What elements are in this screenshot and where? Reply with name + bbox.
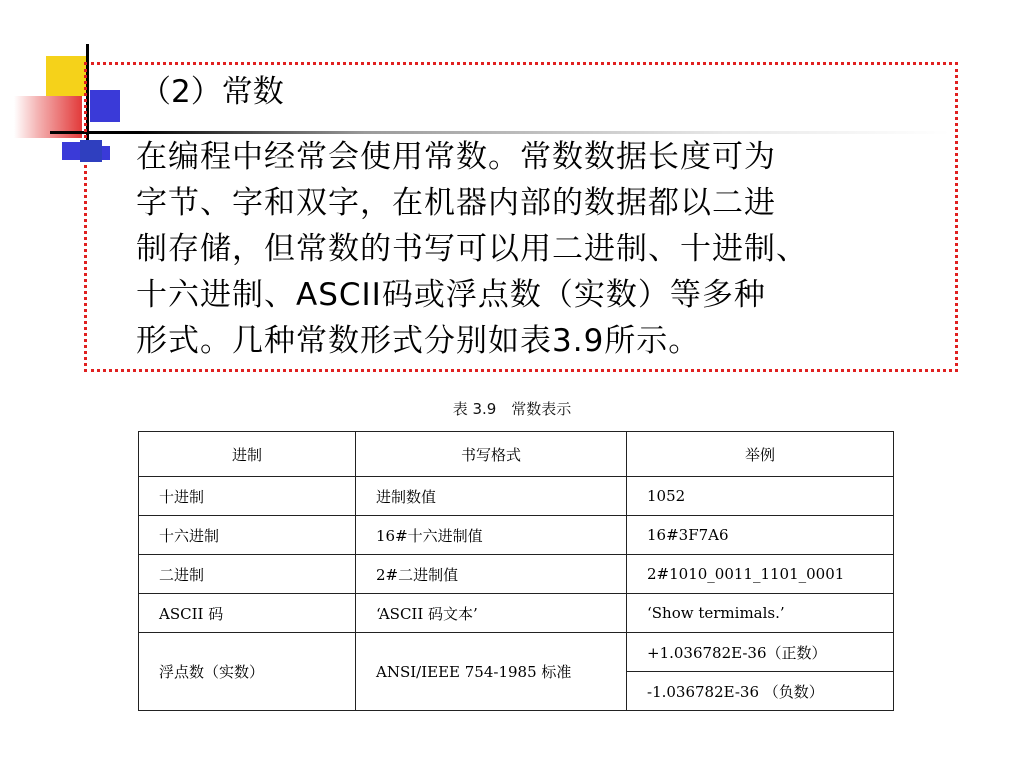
cell-format: 2#二进制值 bbox=[356, 555, 627, 594]
cell-radix: 十进制 bbox=[139, 477, 356, 516]
constant-table bbox=[138, 431, 894, 711]
header-example: 举例 bbox=[627, 432, 894, 477]
header-format: 书写格式 bbox=[356, 432, 627, 477]
paragraph-line: 形式。几种常数形式分别如表3.9所示。 bbox=[136, 323, 701, 359]
cell-format: ANSI/IEEE 754-1985 标准 bbox=[356, 633, 627, 711]
cell-example: 16#3F7A6 bbox=[627, 516, 894, 555]
cell-example-positive: +1.036782E-36（正数） bbox=[627, 633, 894, 672]
cell-radix: 十六进制 bbox=[139, 516, 356, 555]
body-paragraph bbox=[136, 134, 956, 364]
cell-example: 2#1010_0011_1101_0001 bbox=[627, 555, 894, 594]
cell-format: 进制数值 bbox=[356, 477, 627, 516]
cell-example-negative: -1.036782E-36 （负数） bbox=[627, 672, 894, 711]
decor-yellow-square bbox=[46, 56, 86, 96]
bullet-square-icon bbox=[80, 140, 102, 162]
paragraph-line: 在编程中经常会使用常数。常数数据长度可为 bbox=[136, 139, 776, 175]
paragraph-line: 十六进制、ASCII码或浮点数（实数）等多种 bbox=[136, 277, 766, 313]
table-row bbox=[139, 594, 894, 633]
section-heading: （2）常数 bbox=[140, 74, 284, 110]
table-row bbox=[139, 477, 894, 516]
cell-format: ‘ASCII 码文本’ bbox=[356, 594, 627, 633]
table-header-row bbox=[139, 432, 894, 477]
table-row bbox=[139, 555, 894, 594]
table-row bbox=[139, 516, 894, 555]
header-radix: 进制 bbox=[139, 432, 356, 477]
cell-example: 1052 bbox=[627, 477, 894, 516]
cell-format: 16#十六进制值 bbox=[356, 516, 627, 555]
table-caption: 表 3.9 常数表示 bbox=[452, 400, 572, 418]
paragraph-line: 制存储，但常数的书写可以用二进制、十进制、 bbox=[136, 231, 808, 267]
cell-example: ‘Show termimals.’ bbox=[627, 594, 894, 633]
cell-radix: 二进制 bbox=[139, 555, 356, 594]
paragraph-line: 字节、字和双字，在机器内部的数据都以二进 bbox=[136, 185, 776, 221]
cell-radix: 浮点数（实数） bbox=[139, 633, 356, 711]
table-row-float bbox=[139, 633, 894, 672]
cell-radix: ASCII 码 bbox=[139, 594, 356, 633]
